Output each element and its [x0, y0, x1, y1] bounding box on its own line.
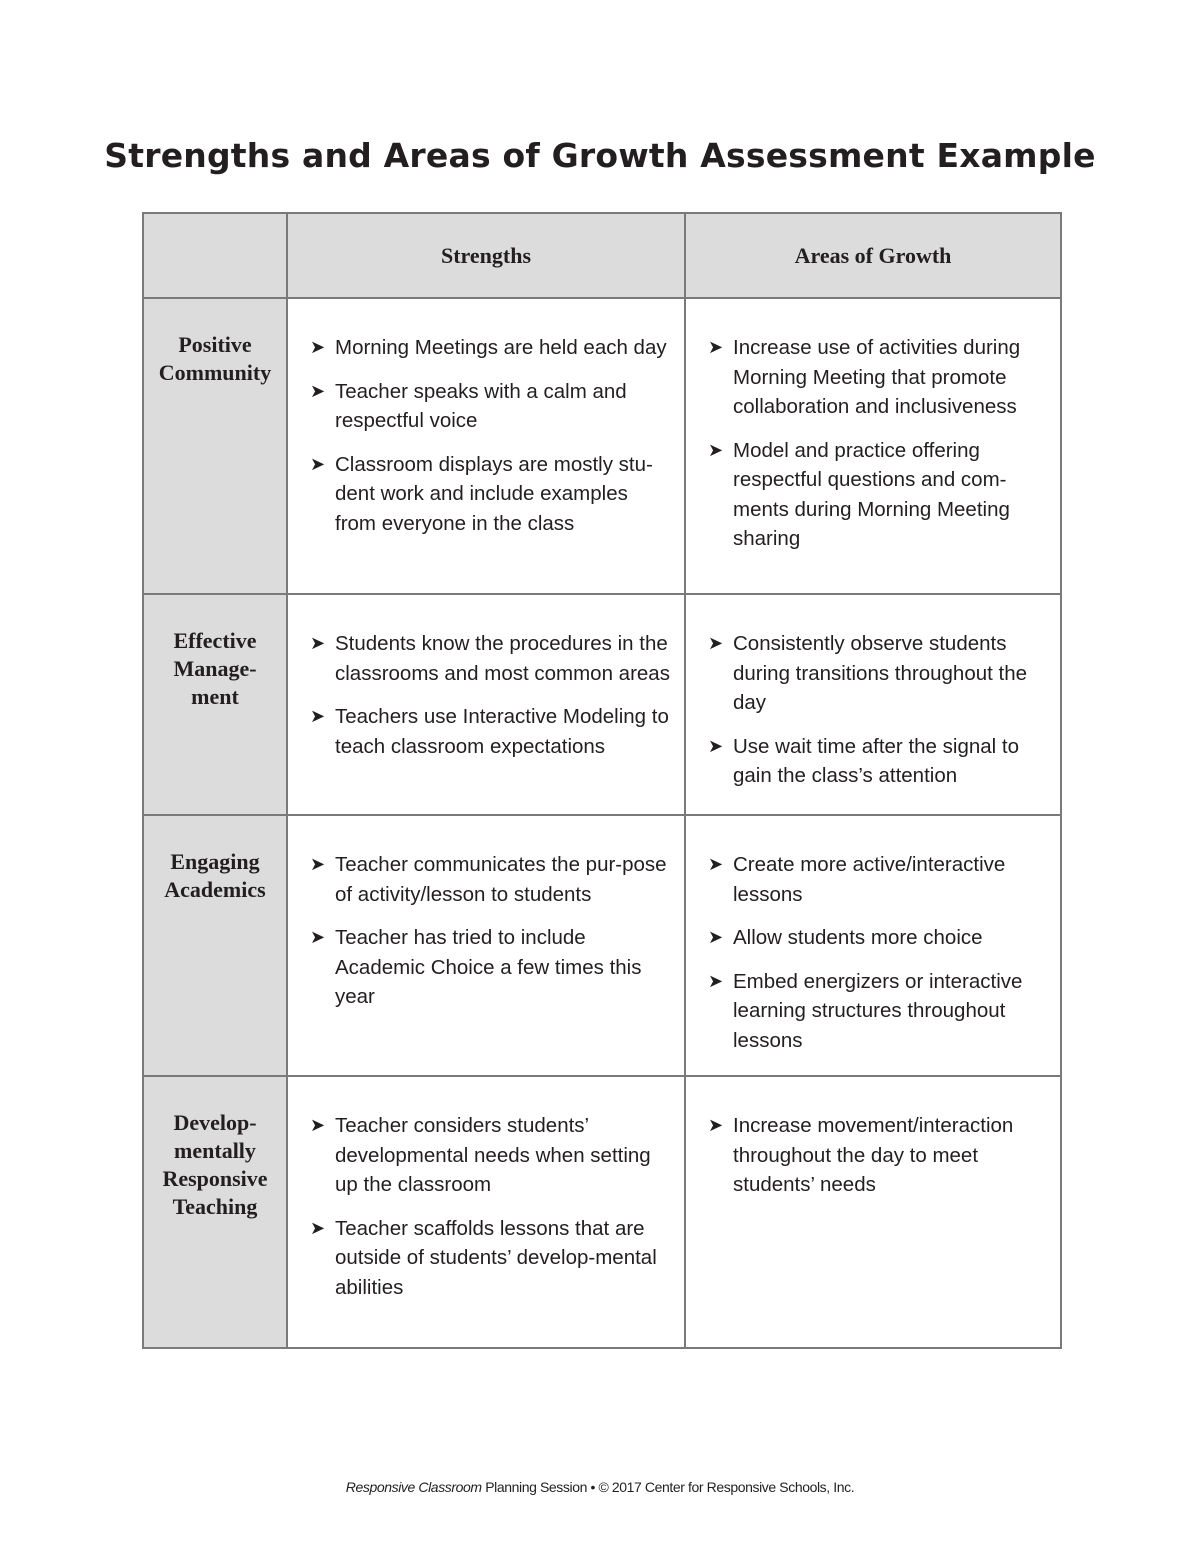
arrow-bullet-icon: ➤: [310, 927, 326, 947]
list-item-text: Teacher considers students’ developmental needs when setting up the classroom: [335, 1114, 651, 1196]
table-row-engaging-academics: [143, 815, 1061, 1076]
list-item: [708, 333, 1046, 422]
list-item-text: Embed energizers or interactive learning structures throughout lessons: [733, 969, 1023, 1052]
growth-cell: [685, 298, 1061, 594]
arrow-bullet-icon: ➤: [708, 337, 724, 357]
arrow-bullet-icon: ➤: [708, 1115, 724, 1135]
list-item: [310, 333, 670, 363]
list-item-text: Increase use of activities during Morning Meeting that promote collaboration and inclusiveness: [733, 336, 1021, 418]
row-label-text: Develop-mentally Responsive Teaching: [162, 1110, 268, 1219]
list-item: [310, 450, 670, 539]
arrow-bullet-icon: ➤: [708, 854, 724, 874]
arrow-bullet-icon: ➤: [310, 1217, 326, 1238]
list-item-text: Teacher scaffolds lessons that are outside of students’ develop-mental abilities: [335, 1216, 657, 1299]
list-item: [310, 702, 670, 761]
page-title: Strengths and Areas of Growth Assessment Example: [104, 136, 1096, 175]
strengths-cell: [287, 594, 685, 815]
row-label-text: Positive Community: [158, 332, 272, 385]
list-item-text: Classroom displays are mostly stu-dent work and include examples from everyone in the class: [335, 452, 653, 535]
footer-text: Planning Session • © 2017 Center for Responsive Schools, Inc.: [481, 1479, 855, 1495]
list-item-text: Teacher speaks with a calm and respectful voice: [335, 379, 627, 432]
arrow-bullet-icon: ➤: [708, 735, 724, 756]
list-item-text: Increase movement/interaction throughout the day to meet students’ needs: [733, 1114, 1014, 1196]
assessment-table: [142, 212, 1062, 1349]
row-label: [143, 815, 287, 1076]
growth-list: [708, 629, 1046, 791]
growth-list: [708, 333, 1046, 554]
corner-header: [143, 213, 287, 298]
growth-cell: [685, 815, 1061, 1076]
strengths-list: [310, 850, 670, 1012]
list-item: [310, 1111, 670, 1200]
list-item: [708, 850, 1046, 909]
list-item: [708, 967, 1046, 1056]
row-label: [143, 298, 287, 594]
row-label: [143, 594, 287, 815]
row-label-text: Engaging Academics: [164, 849, 266, 902]
arrow-bullet-icon: ➤: [310, 633, 326, 653]
list-item-text: Students know the procedures in the classrooms and most common areas: [335, 632, 670, 685]
arrow-bullet-icon: ➤: [310, 854, 326, 874]
arrow-bullet-icon: ➤: [310, 453, 326, 474]
list-item: [310, 1214, 670, 1303]
list-item: [708, 1111, 1046, 1200]
arrow-bullet-icon: ➤: [310, 706, 326, 726]
arrow-bullet-icon: ➤: [310, 1115, 326, 1135]
growth-header: Areas of Growth: [685, 213, 1061, 298]
arrow-bullet-icon: ➤: [310, 337, 326, 357]
strengths-header: Strengths: [287, 213, 685, 298]
list-item-text: Teachers use Interactive Modeling to teach classroom expectations: [335, 705, 669, 758]
arrow-bullet-icon: ➤: [708, 970, 724, 991]
growth-cell: [685, 1076, 1061, 1348]
growth-list: [708, 850, 1046, 1055]
arrow-bullet-icon: ➤: [310, 380, 326, 401]
list-item: [310, 377, 670, 436]
list-item: [708, 923, 1046, 953]
list-item: [310, 850, 670, 909]
table-row-effective-management: [143, 594, 1061, 815]
strengths-cell: [287, 815, 685, 1076]
list-item-text: Teacher has tried to include Academic Choice a few times this year: [335, 926, 642, 1008]
growth-list: [708, 1111, 1046, 1200]
strengths-list: [310, 629, 670, 761]
list-item-text: Create more active/interactive lessons: [733, 853, 1006, 906]
list-item-text: Teacher communicates the pur-pose of activity/lesson to students: [335, 853, 667, 906]
list-item: [310, 923, 670, 1012]
list-item-text: Allow students more choice: [733, 926, 983, 949]
strengths-list: [310, 333, 670, 538]
strengths-cell: [287, 1076, 685, 1348]
growth-cell: [685, 594, 1061, 815]
arrow-bullet-icon: ➤: [708, 633, 724, 653]
arrow-bullet-icon: ➤: [708, 927, 724, 947]
list-item-text: Consistently observe students during transitions throughout the day: [733, 632, 1028, 714]
list-item: [708, 436, 1046, 554]
list-item-text: Use wait time after the signal to gain the class’s attention: [733, 734, 1019, 787]
strengths-list: [310, 1111, 670, 1302]
list-item: [708, 629, 1046, 718]
table-row-positive-community: [143, 298, 1061, 594]
list-item-text: Model and practice offering respectful questions and com-ments during Morning Meeting sharing: [733, 438, 1010, 550]
row-label-text: Effective Manage-ment: [173, 628, 257, 709]
arrow-bullet-icon: ➤: [708, 439, 724, 460]
header-row: [143, 213, 1061, 298]
footer: [0, 1479, 1200, 1495]
list-item-text: Morning Meetings are held each day: [335, 336, 667, 359]
row-label: [143, 1076, 287, 1348]
list-item: [310, 629, 670, 688]
strengths-cell: [287, 298, 685, 594]
footer-brand: Responsive Classroom: [345, 1479, 482, 1495]
table-row-developmentally-responsive-teaching: [143, 1076, 1061, 1348]
list-item: [708, 732, 1046, 791]
